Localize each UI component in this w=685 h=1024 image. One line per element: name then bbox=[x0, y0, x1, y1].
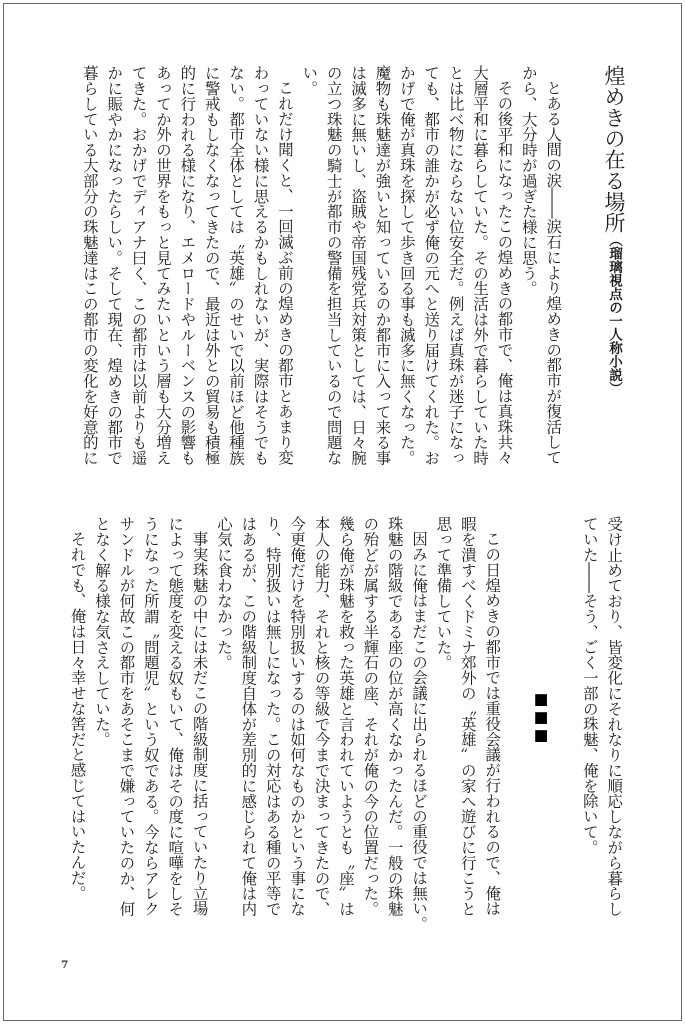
blank-column bbox=[553, 516, 577, 918]
chapter-title bbox=[600, 65, 628, 485]
title-subtitle: （瑠璃視点の一人称小説） bbox=[606, 233, 622, 395]
text-column: となく解る様な気さえしていた。 bbox=[93, 516, 111, 747]
text-column: ない。都市全体としては〝英雄〟のせいで以前ほど他種族 bbox=[227, 65, 246, 466]
text-column: 本人の能力、それと核の等級で今まで決まってきたので、 bbox=[312, 516, 331, 917]
text-column: 魔物も珠魅達が強いと知っているのか都市に入って来る事 bbox=[373, 65, 392, 466]
text-column: 思って準備していた。 bbox=[434, 516, 453, 670]
text-column: あってか外の世界をもっと見てみたいという層も大分増え bbox=[153, 65, 172, 466]
text-column: 受け止めており、皆変化にそれなりに順応しながら暮らし bbox=[605, 516, 624, 917]
text-column: は滅多に無いし、盗賊や帝国残党兵対策としては、日々腕 bbox=[349, 65, 368, 466]
text-column: てきた。おかげでディアナ曰く、この都市は以前よりも遥 bbox=[129, 65, 148, 466]
text-column: に警戒もしなくなってきたので、最近は外との貿易も積極 bbox=[202, 65, 221, 466]
text-column: 因みに俺はまだこの会議に出られるほどの重役では無い。 bbox=[410, 531, 429, 932]
text-column: とは比べ物にならない位安全だ。例えば真珠が迷子になっ bbox=[446, 65, 465, 466]
text-column: 心気に食わなかった。 bbox=[214, 516, 233, 670]
text-column: 大層平和に暮らしていた。その生活は外で暮らしていた時 bbox=[471, 65, 490, 466]
text-column: 珠魅の階級である座の位が高くなかったんだ。一般の珠魅 bbox=[385, 516, 404, 917]
page-number: 7 bbox=[61, 959, 69, 971]
text-column: かに賑やかになったらしい。そして現在、煌めきの都市で bbox=[105, 65, 124, 466]
title-main: 煌めきの在る場所 bbox=[602, 65, 626, 233]
lower-text-block bbox=[65, 516, 626, 932]
text-column: り、特別扱いは無しになった。この対応はある種の平等で bbox=[263, 516, 282, 917]
text-column: とある人間の涙――涙石により煌めきの都市が復活して bbox=[544, 80, 563, 466]
text-column: 幾ら俺が珠魅を救った英雄と言われていようとも〝座〟は bbox=[336, 516, 355, 917]
text-column: の立つ珠魅の騎士が都市の警備を担当しているので問題な bbox=[324, 65, 343, 466]
text-column: それでも、俺は日々幸せな筈だと感じてはいたんだ。 bbox=[68, 531, 87, 901]
text-column: これだけ聞くと、一回滅ぶ前の煌めきの都市とあまり変 bbox=[275, 80, 294, 466]
blank-column bbox=[504, 516, 528, 918]
text-column: 的に行われる様になり、エメロードやルーベンスの影響も bbox=[178, 65, 197, 466]
section-break-marker: ■■■ bbox=[532, 690, 551, 744]
text-column: 事実珠魅の中には未だこの階級制度に括っていたり立場 bbox=[190, 531, 209, 917]
text-column: から、大分時が過ぎた様に思う。 bbox=[519, 65, 538, 296]
text-column: ても、都市の誰かが必ず俺の元へと送り届けてくれた。お bbox=[422, 65, 441, 466]
text-column: うになった所謂〝問題児〟という奴である。今ならアレク bbox=[141, 516, 160, 917]
text-column: はあるが、この階級制度自体が差別的に感じられて俺は内 bbox=[239, 516, 258, 917]
text-column: 暇を潰すべくドミナ郊外の〝英雄〟の家へ遊びに行こうと bbox=[458, 516, 477, 917]
text-column: の殆どが属する半輝石の座、それが俺の今の位置だった。 bbox=[361, 516, 380, 917]
text-column: この日煌めきの都市では重役会議が行われるので、俺は bbox=[483, 531, 502, 917]
text-column: かげで俺が真珠を探して歩き回る事も滅多に無くなった。 bbox=[397, 65, 416, 466]
text-column: その後平和になったこの煌めきの都市で、俺は真珠共々 bbox=[495, 80, 514, 466]
text-column: によって態度を変える奴もいて、俺はその度に喧嘩をしそ bbox=[166, 516, 185, 917]
text-column: 今更俺だけを特別扱いするのは如何なものかという事にな bbox=[288, 516, 307, 917]
text-column: 暮らしている大部分の珠魅達はこの都市の変化を好意的に bbox=[80, 65, 99, 466]
text-column: わっていない様に思えるかもしれないが、実際はそうでも bbox=[251, 65, 270, 466]
text-column: ていた――そう、ごく一部の珠魅、俺を除いて。 bbox=[580, 516, 599, 855]
text-column: サンドルが何故この都市をあそこまで嫌っていたのか、何 bbox=[117, 516, 136, 917]
upper-text-block bbox=[77, 65, 565, 467]
text-column: い。 bbox=[300, 65, 319, 96]
